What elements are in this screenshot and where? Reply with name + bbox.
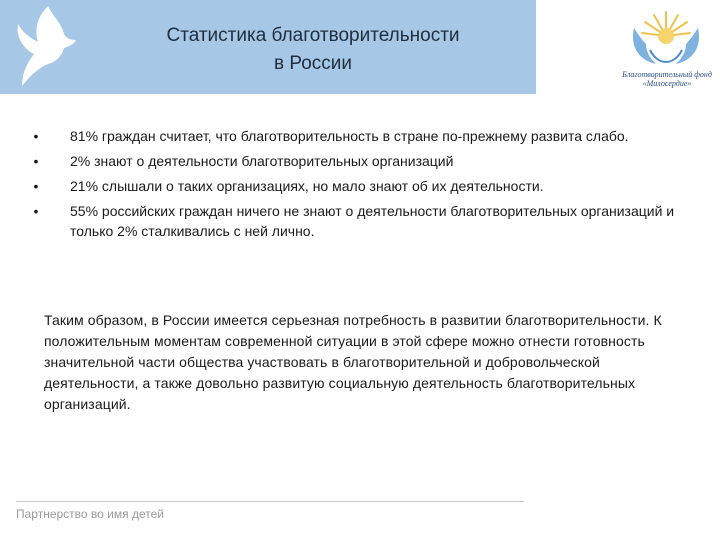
footer-text: Партнерство во имя детей bbox=[16, 507, 164, 521]
logo-caption bbox=[622, 70, 712, 88]
bullet-item bbox=[30, 151, 690, 171]
bullet-marker: • bbox=[33, 153, 39, 169]
bullet-item bbox=[30, 176, 690, 196]
bullet-text: 55% российских граждан ничего не знают о деятельности благотворительных организаций и только 2% сталкивались с ней лично. bbox=[70, 203, 675, 239]
bullet-text: 21% слышали о таких организациях, но мало знают об их деятельности. bbox=[70, 178, 544, 194]
bullet-marker: • bbox=[33, 178, 39, 194]
bullet-text: 2% знают о деятельности благотворительных организаций bbox=[70, 153, 454, 169]
logo-caption-line-2: «Милосердие» bbox=[642, 79, 692, 88]
title-line-1: Статистика благотворительности bbox=[166, 25, 460, 46]
dove-icon bbox=[8, 2, 78, 92]
summary-paragraph: Таким образом, в России имеется серьезная потребность в развитии благотворительности. К положительным моментам современной ситуации в этой сфере можно отнести готовность значительной части общества участвовать в благотворительной и добровольческой деятельности, а также довольно развитую социальную деятельность благотворительных организаций. bbox=[44, 312, 662, 412]
bullet-item bbox=[30, 126, 690, 146]
bullet-marker: • bbox=[33, 128, 39, 144]
bullet-list bbox=[30, 126, 690, 246]
slide-title bbox=[90, 22, 536, 78]
title-line-2: в России bbox=[273, 53, 352, 74]
logo-caption-line-1: Благотворительный фонд bbox=[622, 70, 712, 79]
bullet-text: 81% граждан считает, что благотворительность в стране по-прежнему развита слабо. bbox=[70, 128, 629, 144]
bullet-item bbox=[30, 201, 690, 241]
bullet-marker: • bbox=[33, 203, 39, 219]
footer-divider bbox=[16, 501, 524, 502]
